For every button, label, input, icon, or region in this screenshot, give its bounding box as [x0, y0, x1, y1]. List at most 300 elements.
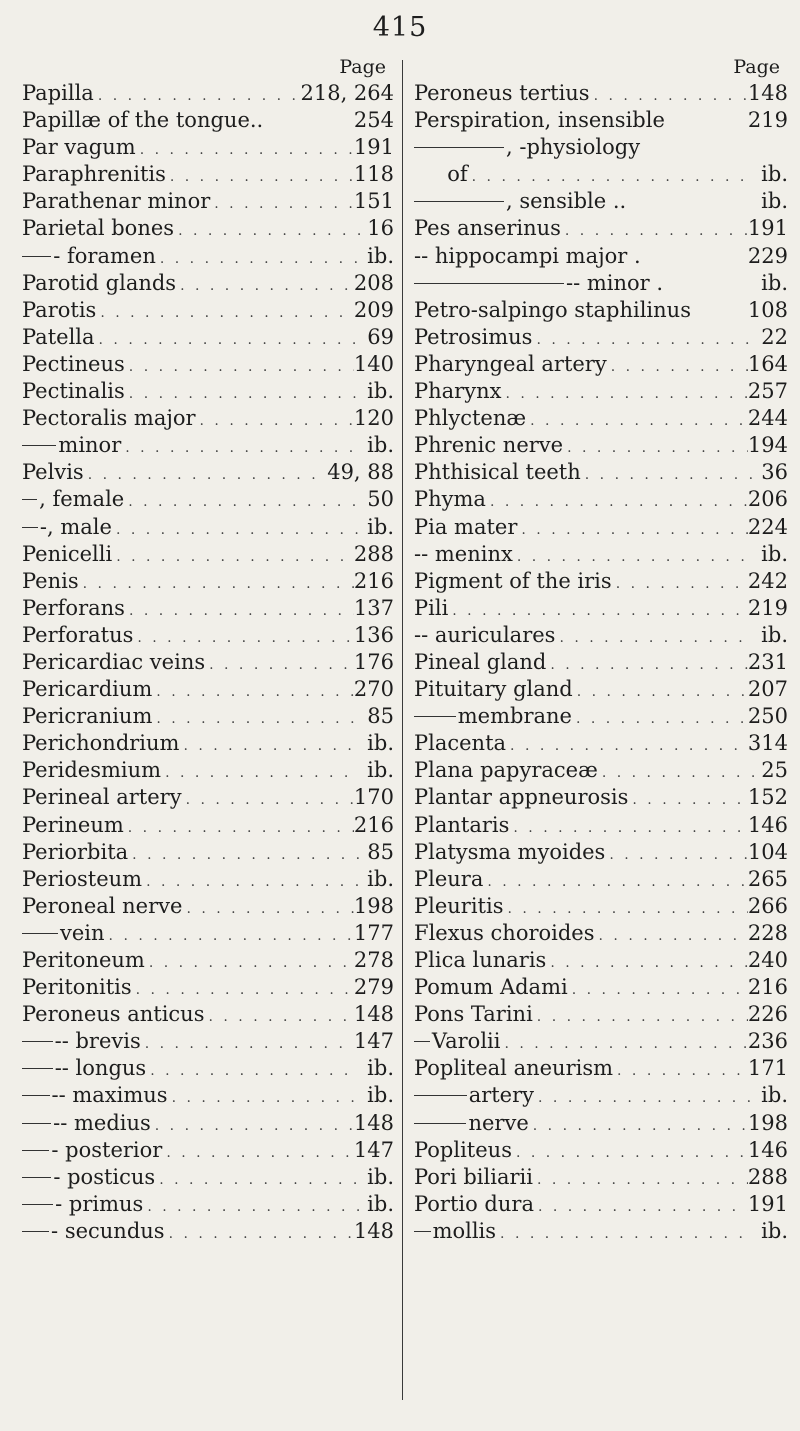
- leader-dots: [532, 327, 754, 351]
- index-entry: [22, 378, 394, 405]
- index-entry: [414, 107, 788, 134]
- page-reference: 170: [353, 785, 394, 810]
- index-entry: [22, 432, 394, 459]
- page-reference: 224: [747, 514, 788, 539]
- page-reference: ib.: [367, 243, 394, 268]
- page-reference: 244: [747, 406, 788, 431]
- index-entry: [414, 568, 788, 595]
- page-reference: ib.: [367, 758, 394, 783]
- index-entry: [22, 595, 394, 622]
- page-reference: ib.: [761, 1218, 788, 1243]
- leader-dots: [96, 300, 354, 324]
- index-term: Pomum Adami: [414, 975, 568, 1000]
- index-term: Periorbita: [22, 839, 129, 864]
- index-entry: [22, 757, 394, 784]
- index-term: Pia mater: [414, 514, 518, 539]
- index-entry: [414, 676, 788, 703]
- page-reference: 104: [747, 839, 788, 864]
- ditto-dash: [414, 1231, 431, 1232]
- leader-dots: [94, 83, 301, 107]
- index-term: Parotis: [22, 297, 97, 322]
- index-term: Popliteal aneurism: [414, 1056, 614, 1081]
- page-reference: 148: [353, 1110, 394, 1135]
- index-term: minor: [58, 433, 122, 458]
- leader-dots: [136, 137, 354, 161]
- index-entry: [22, 1218, 394, 1245]
- index-entry: [414, 703, 788, 730]
- index-entry: [22, 839, 394, 866]
- page-reference: 118: [353, 162, 394, 187]
- leader-dots: [124, 489, 360, 513]
- index-entry: [414, 1082, 788, 1109]
- page-reference: 16: [367, 216, 394, 241]
- index-entry: [414, 514, 788, 541]
- page-reference: 140: [353, 351, 394, 376]
- index-entry: [22, 324, 394, 351]
- index-term: Perineum: [22, 812, 124, 837]
- page-reference: ib.: [367, 866, 394, 891]
- index-term: Perineal artery: [22, 785, 182, 810]
- index-entry: [22, 297, 394, 324]
- page-reference: 279: [353, 975, 394, 1000]
- index-term: Plantar appneurosis: [414, 785, 629, 810]
- leader-dots: [179, 733, 360, 757]
- ditto-dash: [414, 1095, 467, 1096]
- index-term: Papilla: [22, 81, 94, 105]
- page-reference: 216: [353, 812, 394, 837]
- index-entry: [414, 1110, 788, 1137]
- page-reference: 226: [747, 1002, 788, 1027]
- ditto-dash: [414, 716, 456, 717]
- index-entry: [414, 405, 788, 432]
- index-term: -- brevis: [54, 1029, 141, 1054]
- leader-dots: [196, 408, 354, 432]
- page-reference: ib.: [761, 1083, 788, 1108]
- index-entry: [414, 541, 788, 568]
- index-term: mollis: [432, 1218, 497, 1243]
- page-reference: 198: [747, 1110, 788, 1135]
- ditto-dash: [22, 1177, 51, 1178]
- leader-dots: [112, 544, 354, 568]
- index-term: Phrenic nerve: [414, 433, 564, 458]
- leader-dots: [105, 923, 354, 947]
- leader-dots: [210, 191, 354, 215]
- leader-dots: [145, 950, 354, 974]
- page-reference: 270: [353, 677, 394, 702]
- index-entry: [22, 1137, 394, 1164]
- leader-dots: [205, 652, 354, 676]
- index-term: - foramen: [53, 243, 156, 268]
- index-term: artery: [468, 1083, 535, 1108]
- index-entry: [414, 784, 788, 811]
- page-reference: 50: [367, 487, 394, 512]
- index-entry: [414, 486, 788, 513]
- index-term: Pleura: [414, 866, 484, 891]
- page-reference: ib.: [367, 379, 394, 404]
- index-entry: [22, 1055, 394, 1082]
- page-reference: 216: [747, 975, 788, 1000]
- page-reference: 148: [353, 1002, 394, 1027]
- page-reference: ib.: [367, 1056, 394, 1081]
- page-reference: 218, 264: [300, 81, 394, 105]
- index-term: - posterior: [51, 1137, 163, 1162]
- ditto-dash: [22, 445, 56, 446]
- index-term: Peritonitis: [22, 975, 132, 1000]
- leader-dots: [141, 1031, 354, 1055]
- ditto-dash: [22, 527, 38, 528]
- page-reference: ib.: [367, 1164, 394, 1189]
- index-term: -- medius: [53, 1110, 151, 1135]
- index-entry: [22, 947, 394, 974]
- page-reference: 25: [761, 758, 788, 783]
- ditto-dash: [414, 201, 504, 202]
- index-entry: [414, 1001, 788, 1028]
- index-term: Parathenar minor: [22, 189, 211, 214]
- leader-dots: [125, 381, 360, 405]
- index-term: Perspiration, insensible: [414, 108, 665, 133]
- leader-dots: [168, 1085, 360, 1109]
- index-entry: [414, 1191, 788, 1218]
- page-reference: 147: [353, 1029, 394, 1054]
- page-number: 415: [372, 12, 428, 43]
- leader-dots: [533, 1167, 748, 1191]
- index-entry: [22, 866, 394, 893]
- index-term: Placenta: [414, 731, 507, 756]
- index-entry: [414, 378, 788, 405]
- index-entry: [22, 486, 394, 513]
- leader-dots: [598, 760, 754, 784]
- page-reference: 164: [747, 351, 788, 376]
- index-entry: [414, 1137, 788, 1164]
- index-term: Pharyngeal artery: [414, 351, 607, 376]
- index-term: Peroneal nerve: [22, 893, 183, 918]
- index-entry: [414, 595, 788, 622]
- index-entry: [22, 649, 394, 676]
- index-entry: [414, 1055, 788, 1082]
- leader-dots: [125, 354, 354, 378]
- leader-dots: [513, 544, 754, 568]
- index-entry: [22, 215, 394, 242]
- leader-dots: [590, 83, 748, 107]
- leader-dots: [95, 327, 360, 351]
- ditto-dash: [22, 933, 58, 934]
- index-entry: [22, 514, 394, 541]
- page-reference: 177: [353, 920, 394, 945]
- index-term: Pleuritis: [414, 893, 504, 918]
- index-entry: [414, 80, 788, 107]
- index-entry: [414, 1164, 788, 1191]
- page-reference: ib.: [761, 162, 788, 187]
- index-entry: [414, 622, 788, 649]
- leader-dots: [512, 1140, 748, 1164]
- page-reference: 254: [353, 108, 394, 133]
- leader-dots: [500, 1031, 747, 1055]
- page-reference: 36: [761, 460, 788, 485]
- page-reference: 108: [747, 297, 788, 322]
- index-term: Plantaris: [414, 812, 510, 837]
- leader-dots: [128, 842, 360, 866]
- index-term: Parotid glands: [22, 270, 177, 295]
- index-term: , -physiology: [506, 135, 641, 160]
- index-entry: [414, 812, 788, 839]
- page-reference: 69: [367, 324, 394, 349]
- index-entry: [22, 1082, 394, 1109]
- page-reference: ib.: [367, 1191, 394, 1216]
- index-entry: [414, 947, 788, 974]
- index-entry: [414, 1218, 788, 1245]
- index-entry: [22, 920, 394, 947]
- page-reference: ib.: [761, 541, 788, 566]
- index-entry: [414, 297, 788, 324]
- index-entry: [414, 215, 788, 242]
- index-term: Peroneus anticus: [22, 1002, 205, 1027]
- index-entry: [414, 839, 788, 866]
- index-term: Pili: [414, 595, 449, 620]
- index-term: vein: [60, 920, 105, 945]
- index-term: Penicelli: [22, 541, 113, 566]
- leader-dots: [573, 679, 748, 703]
- leader-dots: [612, 571, 748, 595]
- ditto-dash: [22, 1150, 49, 1151]
- index-entry: [414, 974, 788, 1001]
- leader-dots: [534, 1194, 748, 1218]
- leader-dots: [182, 896, 353, 920]
- index-term: Periosteum: [22, 866, 143, 891]
- ditto-dash: [22, 1041, 53, 1042]
- page-reference: 236: [747, 1029, 788, 1054]
- leader-dots: [124, 815, 354, 839]
- page-reference: 216: [353, 568, 394, 593]
- page-reference: 266: [747, 893, 788, 918]
- page-reference: 207: [747, 677, 788, 702]
- leader-dots: [152, 679, 354, 703]
- index-term: Pericardium: [22, 677, 153, 702]
- ditto-dash: [414, 1041, 430, 1042]
- index-entry: [414, 243, 788, 270]
- ditto-dash: [22, 1123, 51, 1124]
- index-term: Pori biliarii: [414, 1164, 533, 1189]
- page-reference: 49, 88: [327, 460, 394, 485]
- index-entry: [22, 622, 394, 649]
- index-term: Flexus choroides: [414, 920, 595, 945]
- page-reference: 146: [747, 1137, 788, 1162]
- leader-dots: [152, 706, 360, 730]
- leader-dots: [84, 462, 328, 486]
- page-reference: 288: [747, 1164, 788, 1189]
- index-term: Par vagum: [22, 135, 136, 160]
- index-term: Pineal gland: [414, 649, 547, 674]
- leader-dots: [112, 517, 360, 541]
- leader-dots: [125, 598, 354, 622]
- index-term: Perforans: [22, 595, 125, 620]
- index-term: nerve: [468, 1110, 529, 1135]
- index-term: -- longus: [54, 1056, 147, 1081]
- index-entry: [414, 351, 788, 378]
- page-reference: 147: [353, 1137, 394, 1162]
- page-reference: 209: [353, 297, 394, 322]
- index-term: Penis: [22, 568, 79, 593]
- leader-dots: [534, 1085, 754, 1109]
- page-reference: 250: [747, 704, 788, 729]
- index-list-right: [414, 80, 788, 1245]
- page-reference: 198: [353, 893, 394, 918]
- page-reference: 136: [353, 622, 394, 647]
- leader-dots: [448, 598, 748, 622]
- leader-dots: [533, 1004, 748, 1028]
- page-reference: 191: [747, 1191, 788, 1216]
- leader-dots: [151, 1113, 354, 1137]
- index-term: Perichondrium: [22, 731, 180, 756]
- index-term: Pons Tarini: [414, 1002, 533, 1027]
- index-term: -- meninx: [414, 541, 513, 566]
- index-entry: [22, 812, 394, 839]
- index-entry: [22, 784, 394, 811]
- page-reference: 219: [747, 595, 788, 620]
- index-entry: [22, 676, 394, 703]
- page-reference: 231: [747, 649, 788, 674]
- index-entry: [22, 270, 394, 297]
- leader-dots: [161, 760, 360, 784]
- leader-dots: [605, 842, 748, 866]
- leader-dots: [628, 787, 748, 811]
- page-reference: 228: [747, 920, 788, 945]
- ditto-dash: [414, 147, 504, 148]
- index-term: Pharynx: [414, 379, 502, 404]
- index-entry: [414, 1028, 788, 1055]
- page-reference: 288: [353, 541, 394, 566]
- leader-dots: [546, 950, 748, 974]
- index-term: Petro-salpingo staphilinus: [414, 297, 691, 322]
- leader-dots: [563, 435, 748, 459]
- index-entry: [22, 730, 394, 757]
- index-term: Peroneus tertius: [414, 81, 590, 105]
- ditto-dash: [22, 1095, 50, 1096]
- page-reference: 85: [367, 839, 394, 864]
- leader-dots: [572, 706, 748, 730]
- leader-dots: [165, 1221, 354, 1245]
- index-term: Popliteus: [414, 1137, 512, 1162]
- column-divider: [402, 60, 403, 1400]
- page-reference: 22: [761, 324, 788, 349]
- leader-dots: [613, 1058, 748, 1082]
- index-term: Parietal bones: [22, 216, 175, 241]
- index-term: - secundus: [51, 1218, 165, 1243]
- page-reference: ib.: [367, 731, 394, 756]
- index-entry: [22, 541, 394, 568]
- index-entry: [22, 568, 394, 595]
- index-entry: [414, 432, 788, 459]
- index-entry: [22, 1191, 394, 1218]
- index-column-left: [22, 56, 394, 1245]
- page-reference: 314: [747, 731, 788, 756]
- page-reference: 171: [747, 1056, 788, 1081]
- index-entry: [414, 459, 788, 486]
- index-term: Pectineus: [22, 351, 125, 376]
- index-entry: [22, 459, 394, 486]
- leader-dots: [517, 517, 748, 541]
- index-entry: [22, 188, 394, 215]
- index-entry: [414, 757, 788, 784]
- index-term: Pericardiac veins: [22, 649, 206, 674]
- index-term: - posticus: [53, 1164, 156, 1189]
- page-reference: 219: [747, 108, 788, 133]
- index-entry: [414, 161, 788, 188]
- index-entry: [414, 920, 788, 947]
- leader-dots: [182, 787, 354, 811]
- index-entry: [414, 188, 788, 215]
- index-term: Varolii: [431, 1029, 501, 1054]
- page-reference: ib.: [761, 622, 788, 647]
- index-term: Papillæ of the tongue..: [22, 108, 264, 133]
- leader-dots: [501, 381, 747, 405]
- leader-dots: [546, 652, 748, 676]
- index-term: Pigment of the iris: [414, 568, 612, 593]
- leader-dots: [526, 408, 748, 432]
- index-term: Pituitary gland: [414, 677, 573, 702]
- page-reference: ib.: [367, 514, 394, 539]
- index-entry: [414, 893, 788, 920]
- index-term: Paraphrenitis: [22, 162, 166, 187]
- ditto-dash: [414, 1123, 466, 1124]
- index-term: Pericranium: [22, 704, 153, 729]
- index-entry: [414, 270, 788, 297]
- ditto-dash: [22, 1204, 53, 1205]
- index-term: Peridesmium: [22, 758, 162, 783]
- index-entry: [22, 161, 394, 188]
- index-entry: [22, 243, 394, 270]
- ditto-dash: [22, 256, 51, 257]
- index-entry: [22, 80, 394, 107]
- page-reference: 206: [747, 487, 788, 512]
- index-column-right: [414, 56, 788, 1245]
- index-term: Perforatus: [22, 622, 134, 647]
- index-term: Phyma: [414, 487, 486, 512]
- ditto-dash: [22, 1068, 53, 1069]
- index-entry: [22, 703, 394, 730]
- index-term: -- hippocampi major .: [414, 243, 641, 268]
- leader-dots: [496, 1221, 754, 1245]
- index-entry: [22, 134, 394, 161]
- index-term: Pectinalis: [22, 379, 125, 404]
- index-term: -- minor .: [566, 270, 664, 295]
- leader-dots: [483, 869, 748, 893]
- page-reference: 152: [747, 785, 788, 810]
- index-term: Peritoneum: [22, 948, 145, 972]
- index-entry: [414, 324, 788, 351]
- page-reference: 240: [747, 948, 788, 972]
- page-reference: 194: [747, 433, 788, 458]
- index-entry: [414, 866, 788, 893]
- index-term: Pectoralis major: [22, 406, 196, 431]
- index-term: Portio dura: [414, 1191, 534, 1216]
- page-reference: 151: [353, 189, 394, 214]
- page-reference: 191: [353, 135, 394, 160]
- leader-dots: [156, 246, 360, 270]
- index-entry: [22, 107, 394, 134]
- index-term: - primus: [55, 1191, 144, 1216]
- index-entry: [22, 1001, 394, 1028]
- leader-dots: [509, 815, 748, 839]
- leader-dots: [561, 218, 748, 242]
- page-reference: ib.: [761, 270, 788, 295]
- index-term: , female: [39, 487, 125, 512]
- leader-dots: [555, 625, 754, 649]
- index-entry: [22, 974, 394, 1001]
- index-entry: [414, 134, 788, 161]
- index-entry: [22, 1110, 394, 1137]
- index-term: , sensible ..: [506, 189, 627, 214]
- page-column-header: Page: [339, 56, 386, 78]
